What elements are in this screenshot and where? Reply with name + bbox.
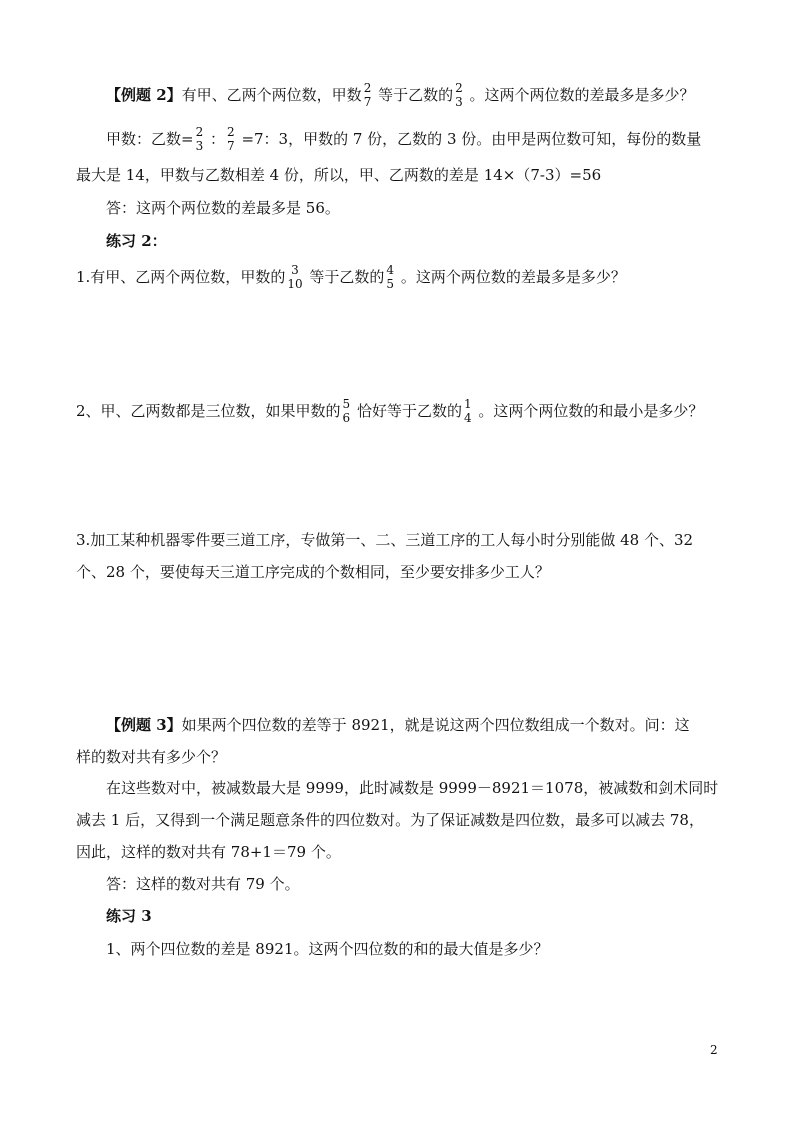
q2-text-2: 恰好等于乙数的 xyxy=(356,402,462,420)
fraction-numerator: 2 xyxy=(455,81,463,95)
fraction-numerator: 1 xyxy=(463,397,472,411)
example-2-question xyxy=(106,82,726,110)
fraction-numerator: 5 xyxy=(342,397,351,411)
example-2-solution-line-2: 最大是 14，甲数与乙数相差 4 份，所以，甲、乙两数的差是 14×（7-3）=56 xyxy=(76,166,602,184)
practice-2-question-3-line-2: 个、28 个，要使每天三道工序完成的个数相同，至少要安排多少工人？ xyxy=(76,563,550,581)
example-3-answer: 答：这样的数对共有 79 个。 xyxy=(106,875,300,893)
fraction-numerator: 2 xyxy=(227,125,235,139)
fraction-denominator: 7 xyxy=(227,139,235,153)
solution-text-b: =7：3，甲数的 7 份，乙数的 3 份。由甲是两位数可知，每份的数量 xyxy=(241,130,702,148)
example-2-label: 【例题 2】 xyxy=(106,86,182,104)
q2-text-1: 2、甲、乙两数都是三位数，如果甲数的 xyxy=(76,402,341,420)
example-3-solution-line-2: 减去 1 后，又得到一个满足题意条件的四位数对。为了保证减数是四位数，最多可以减去 78， xyxy=(76,811,704,829)
example-2-text-1: 有甲、乙两个两位数，甲数 xyxy=(181,86,362,104)
q2-text-3: 。这两个两位数的和最小是多少？ xyxy=(478,402,704,420)
example-3-solution-line-3: 因此，这样的数对共有 78+1＝79 个。 xyxy=(76,843,341,861)
fraction-numerator: 4 xyxy=(386,263,395,277)
practice-3-question-1: 1、两个四位数的差是 8921。这两个四位数的和的最大值是多少？ xyxy=(106,940,549,958)
fraction-numerator: 3 xyxy=(291,263,299,277)
fraction-2-3 xyxy=(195,125,205,153)
practice-2-title: 练习 2： xyxy=(106,232,167,250)
fraction-2-7 xyxy=(363,81,373,109)
example-3-label: 【例题 3】 xyxy=(106,716,182,734)
fraction-4-5 xyxy=(385,263,395,291)
fraction-2-7 xyxy=(226,125,236,153)
fraction-denominator: 6 xyxy=(342,411,351,425)
fraction-denominator: 7 xyxy=(363,95,372,109)
example-2-answer: 答：这两个两位数的差最多是 56。 xyxy=(106,199,340,217)
example-3-question-line-1 xyxy=(106,714,726,736)
practice-3-title: 练习 3 xyxy=(106,907,152,925)
fraction-denominator: 3 xyxy=(455,95,463,109)
practice-2-question-2 xyxy=(76,398,726,426)
fraction-3-10 xyxy=(286,263,303,291)
example-3-solution-line-1: 在这些数对中，被减数最大是 9999，此时减数是 9999－8921＝1078，被减数和剑术同时 xyxy=(106,779,719,797)
fraction-denominator: 3 xyxy=(195,139,204,153)
fraction-denominator: 10 xyxy=(287,277,303,291)
practice-2-question-1 xyxy=(76,264,726,292)
page-number: 2 xyxy=(710,1043,718,1057)
fraction-5-6 xyxy=(342,397,352,425)
example-3-question-line-2: 样的数对共有多少个？ xyxy=(76,748,227,766)
example-2-text-3: 。这两个两位数的差最多是多少？ xyxy=(469,86,695,104)
fraction-denominator: 4 xyxy=(463,411,472,425)
fraction-denominator: 5 xyxy=(386,277,395,291)
example-2-solution-line-1 xyxy=(106,126,726,154)
q1-text-1: 1.有甲、乙两个两位数，甲数的 xyxy=(76,268,286,286)
ratio-separator: ： xyxy=(210,130,226,148)
solution-text-a: 甲数：乙数= xyxy=(106,130,194,148)
fraction-1-4 xyxy=(463,397,473,425)
fraction-numerator: 2 xyxy=(195,125,204,139)
fraction-2-3 xyxy=(454,81,464,109)
example-3-text-1: 如果两个四位数的差等于 8921，就是说这两个四位数组成一个数对。问：这 xyxy=(181,716,690,734)
fraction-numerator: 2 xyxy=(363,81,372,95)
q1-text-3: 。这两个两位数的差最多是多少？ xyxy=(400,268,626,286)
practice-2-question-3-line-1: 3.加工某种机器零件要三道工序，专做第一、二、三道工序的工人每小时分别能做 48 个、32 xyxy=(76,531,694,549)
q1-text-2: 等于乙数的 xyxy=(309,268,385,286)
example-2-text-2: 等于乙数的 xyxy=(378,86,454,104)
